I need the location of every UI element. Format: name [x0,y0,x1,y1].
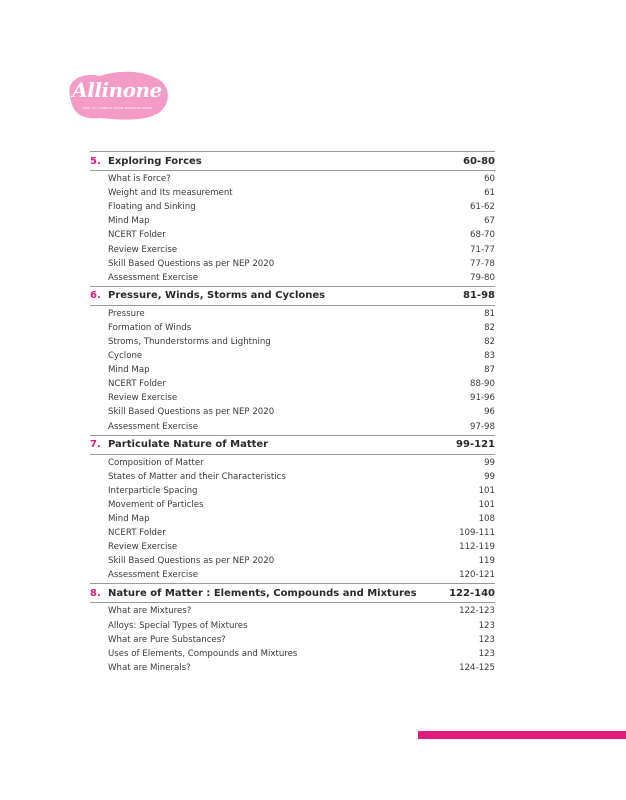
topic-pages: 112-119 [459,542,495,553]
topic-row[interactable] [90,377,495,391]
topic-label: What are Pure Substances? [108,634,226,645]
topic-label: States of Matter and their Characteristics [108,471,286,482]
topic-list [90,306,495,435]
topic-row[interactable] [90,420,495,434]
topic-pages: 99 [484,471,495,482]
topic-pages: 120-121 [459,570,495,581]
topic-label: Formation of Winds [108,322,192,333]
topic-label: Composition of Matter [108,457,204,468]
footer-accent-bar [418,731,626,739]
chapter-title: Pressure, Winds, Storms and Cyclones [108,290,326,302]
topic-label: NCERT Folder [108,230,166,241]
topic-label: What are Mixtures? [108,606,192,617]
topic-pages: 60 [484,174,495,185]
topic-label: Mind Map [108,365,150,376]
topic-label: Pressure [108,308,145,319]
topic-label: Review Exercise [108,393,178,404]
chapter-title: Exploring Forces [108,155,202,167]
topic-row[interactable] [90,200,495,214]
chapter-section [90,286,495,435]
topic-row[interactable] [90,512,495,526]
topic-label: Interparticle Spacing [108,485,198,496]
chapter-heading[interactable] [90,151,495,171]
topic-label: NCERT Folder [108,379,166,390]
topic-list [90,603,495,675]
topic-label: Mind Map [108,216,150,227]
chapter-section [90,151,495,286]
topic-pages: 96 [484,407,495,418]
logo-text: Allinone [72,78,162,102]
topic-row[interactable] [90,526,495,540]
topic-pages: 124-125 [459,662,495,673]
topic-pages: 101 [478,499,495,510]
topic-pages: 61-62 [470,202,495,213]
topic-pages: 122-123 [459,606,495,617]
topic-label: Weight and Its measurement [108,188,233,199]
topic-row[interactable] [90,484,495,498]
topic-pages: 119 [478,556,495,567]
chapter-pages: 60-80 [463,155,495,167]
topic-pages: 108 [478,514,495,525]
topic-row[interactable] [90,647,495,661]
topic-list [90,455,495,584]
topic-row[interactable] [90,186,495,200]
topic-label: Skill Based Questions as per NEP 2020 [108,407,275,418]
topic-pages: 109-111 [459,528,495,539]
chapter-section [90,583,495,675]
topic-row[interactable] [90,307,495,321]
chapter-heading[interactable] [90,286,495,306]
chapter-pages: 122-140 [449,587,495,599]
topic-pages: 67 [484,216,495,227]
topic-label: Mind Map [108,514,150,525]
chapter-heading[interactable] [90,435,495,455]
topic-row[interactable] [90,228,495,242]
chapter-number: 6. [90,290,101,302]
topic-label: Assessment Exercise [108,272,199,283]
topic-pages: 82 [484,336,495,347]
topic-row[interactable] [90,172,495,186]
topic-row[interactable] [90,271,495,285]
topic-label: Skill Based Questions as per NEP 2020 [108,258,275,269]
topic-label: Assessment Exercise [108,570,199,581]
logo-tagline: CBSE ALL SUBJECT EXAM ORIENTED BOOK [81,106,153,110]
chapter-heading[interactable] [90,583,495,603]
topic-row[interactable] [90,405,495,419]
topic-row[interactable] [90,456,495,470]
topic-label: What is Force? [108,174,171,185]
topic-row[interactable] [90,568,495,582]
topic-label: Cyclone [108,351,143,362]
topic-pages: 87 [484,365,495,376]
topic-row[interactable] [90,242,495,256]
topic-pages: 83 [484,351,495,362]
topic-label: Skill Based Questions as per NEP 2020 [108,556,275,567]
topic-pages: 123 [478,634,495,645]
topic-row[interactable] [90,619,495,633]
topic-row[interactable] [90,321,495,335]
topic-pages: 77-78 [470,258,495,269]
chapter-pages: 81-98 [463,290,495,302]
chapter-number: 5. [90,155,101,167]
topic-row[interactable] [90,633,495,647]
topic-row[interactable] [90,540,495,554]
topic-pages: 97-98 [470,421,495,432]
topic-pages: 68-70 [470,230,495,241]
topic-row[interactable] [90,391,495,405]
topic-row[interactable] [90,470,495,484]
topic-pages: 91-96 [470,393,495,404]
topic-label: Stroms, Thunderstorms and Lightning [108,336,271,347]
topic-label: What are Minerals? [108,662,191,673]
brand-logo [60,68,174,124]
topic-row[interactable] [90,661,495,675]
topic-row[interactable] [90,349,495,363]
topic-row[interactable] [90,554,495,568]
chapter-pages: 99-121 [456,439,495,451]
topic-label: Review Exercise [108,542,178,553]
topic-label: Movement of Particles [108,499,204,510]
topic-row[interactable] [90,604,495,618]
topic-label: Assessment Exercise [108,421,199,432]
topic-pages: 71-77 [470,244,495,255]
topic-row[interactable] [90,214,495,228]
topic-label: Uses of Elements, Compounds and Mixtures [108,648,298,659]
topic-pages: 88-90 [470,379,495,390]
chapter-number: 7. [90,439,101,451]
chapter-section [90,435,495,584]
chapter-title: Nature of Matter : Elements, Compounds and Mixtures [108,587,417,599]
topic-row[interactable] [90,335,495,349]
topic-pages: 101 [478,485,495,496]
topic-row[interactable] [90,363,495,377]
topic-label: Alloys: Special Types of Mixtures [108,620,248,631]
topic-pages: 61 [484,188,495,199]
topic-pages: 123 [478,648,495,659]
topic-pages: 82 [484,322,495,333]
topic-pages: 81 [484,308,495,319]
chapter-number: 8. [90,587,101,599]
topic-pages: 99 [484,457,495,468]
topic-row[interactable] [90,498,495,512]
topic-pages: 79-80 [470,272,495,283]
chapter-title: Particulate Nature of Matter [108,439,269,451]
topic-label: NCERT Folder [108,528,166,539]
topic-pages: 123 [478,620,495,631]
topic-list [90,171,495,286]
topic-row[interactable] [90,257,495,271]
topic-label: Floating and Sinking [108,202,196,213]
table-of-contents [90,151,495,676]
topic-label: Review Exercise [108,244,178,255]
